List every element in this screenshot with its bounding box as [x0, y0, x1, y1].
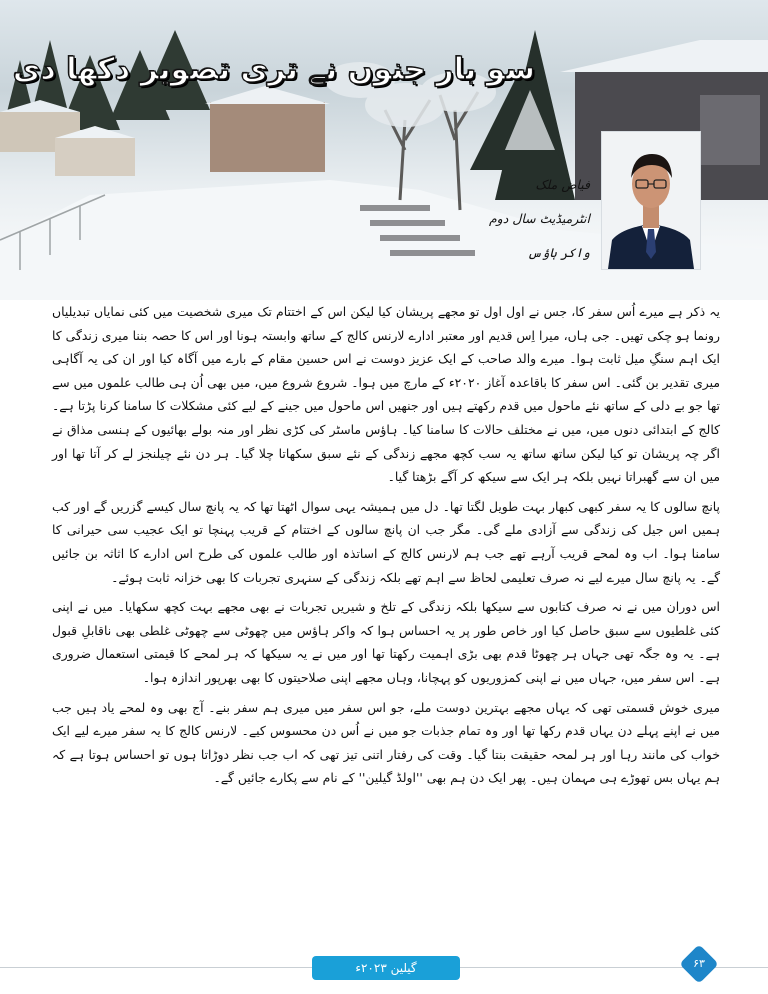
article-body: [52, 300, 720, 796]
page-number-badge: [679, 944, 719, 984]
author-photo: [601, 131, 701, 270]
building-center: [210, 102, 325, 172]
header-photo-banner: [0, 0, 768, 300]
page-number: ۶۳: [693, 957, 705, 970]
article-paragraph: اس دوران میں نے نہ صرف کتابوں سے سیکھا بلکہ زندگی کے تلخ و شیریں تجربات نے بھی مجھے بہت کچھ سکھایا۔ میں نے اپنی کئی غلطیوں سے سبق حاصل کیا اور خاص طور پر یہ احساس ہوا کہ واکر ہاؤس میں چھوٹی سے چھوٹی غلطی بھی ناقابلِ قبول ہے۔ یہ وہ جگہ تھی جہاں ہر چھوٹا قدم بھی بڑی اہمیت رکھتا تھا اور میں نے یہ سیکھا کہ ہر لمحے کا قیمتی استعمال ضروری ہے۔ اس سفر میں، جہاں میں نے اپنی کمزوریوں کو پہچانا، وہاں مجھے اپنی صلاحیتوں کا بھی بھرپور اندازہ ہوا۔: [52, 599, 720, 685]
magazine-footer-tab: گیلین ۲۰۲۳ء: [312, 956, 460, 980]
article-title: سو بار جنوں نے تری تصویر دکھا دی: [12, 52, 535, 87]
author-class: انٹرمیڈیٹ سال دوم: [488, 211, 590, 226]
article-paragraph: میری خوش قسمتی تھی کہ یہاں مجھے بہترین دوست ملے، جو اس سفر میں میری ہم سفر بنے۔ آج بھی وہ لمحے یاد ہیں جب میں نے اپنے پہلے دن یہاں قدم رکھا تھا اور وہ تمام جذبات جو میں نے اُس دن محسوس کیے۔ لارنس کالج کا یہ سفر میرے لیے ایک خواب کی مانند رہا اور ہر لمحہ حقیقت بنتا گیا۔ وقت کی رفتار اتنی تیز تھی کہ اب جب نظر دوڑاتا ہوں تو احساس ہوتا ہے کہ ہم یہاں بس تھوڑے ہی مہمان ہیں۔ پھر ایک دن ہم بھی ''اولڈ گیلین'' کے نام سے پکارے جائیں گے۔: [52, 699, 720, 786]
author-block: [450, 168, 590, 270]
article-paragraph: پانچ سالوں کا یہ سفر کبھی کبھار بہت طویل لگتا تھا۔ دل میں ہمیشہ یہی سوال اٹھتا تھا کہ یہ پانچ سال کیسے گزریں گے اور کب ہمیں اس جیل کی زندگی سے آزادی ملے گی۔ مگر جب ان پانچ سالوں کے اختتام کے قریب پہنچا تو ایک عجیب سی حیرانی کا سامنا ہوا۔ اب وہ لمحے قریب آرہے تھے جب ہم لارنس کالج کے اساتذہ اور طالب علموں کی طرح اس ادارے کا اثاثہ بن جائیں گے۔ یہ پانچ سال میرے لیے نہ صرف تعلیمی لحاظ سے اہم تھے بلکہ زندگی کے سنہری تجربات کا بھی خزانہ ثابت ہوئے۔: [52, 498, 720, 585]
article-paragraph: یہ ذکر ہے میرے اُس سفر کا، جس نے اول اول تو مجھے پریشان کیا لیکن اس کے اختتام تک میری شخصیت میں کئی نمایاں تبدیلیاں رونما ہو چکی تھیں۔ جی ہاں، میرا اِس قدیم اور معتبر ادارے لارنس کالج کے ساتھ وابستہ ہونا اور اس کا حصہ بننا میری زندگی کا ایک اہم سنگِ میل ثابت ہوا۔ میرے والد صاحب کے ایک عزیز دوست نے اس حسین مقام کے بارے میں آگاہ کیا اور ان کی یہ آگاہی میری تقدیر بن گئی۔ اس سفر کا باقاعدہ آغاز ۲۰۲۰ء کے مارچ میں ہوا۔ شروع شروع میں، میں بھی اُن ہی طالب علموں میں سے تھا جو بے دلی کے ساتھ نئے ماحول میں قدم رکھتے ہیں اور جنھیں اس ماحول میں جینے کے لیے کئی مشکلات کا سامنا کرنا پڑتا ہے۔ کالج کے ابتدائی دنوں میں، میں نے مختلف حالات کا سامنا کیا۔ ہاؤس ماسٹر کی کڑی نظر اور منہ بولے بھائیوں کے ہنسی مذاق نے اگر چہ پریشان تو کیا لیکن ساتھ ساتھ یہ سب کچھ مجھے زندگی کے نئے سبق سکھاتا چلا گیا۔ ہر دن نئے چیلنجز لے کر آتا تھا اور میں ان سے گھبراتا نہیں بلکہ ہر ایک سے سیکھ کر آگے بڑھتا گیا۔: [52, 304, 720, 485]
author-portrait-image: [602, 132, 700, 269]
author-name: فیاض ملک: [535, 177, 590, 192]
author-house: واکر ہاؤس: [527, 245, 590, 260]
